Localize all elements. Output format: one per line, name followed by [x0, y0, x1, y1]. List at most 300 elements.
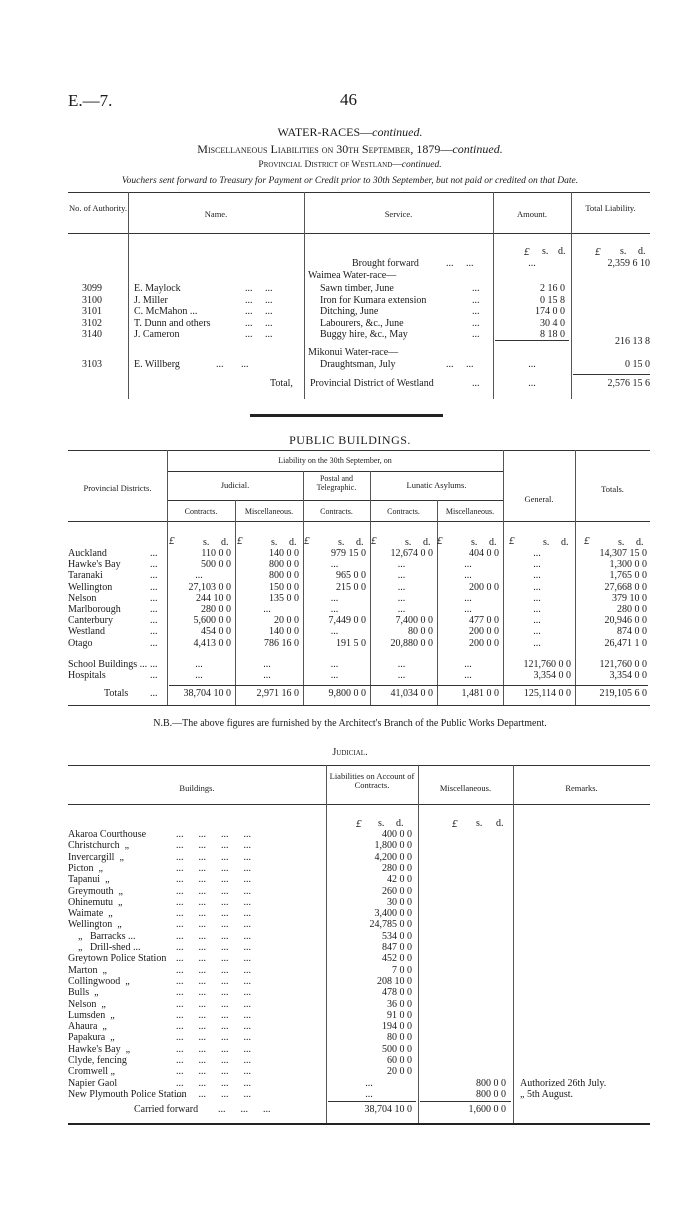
contract-liability: 20 0 0 — [387, 1066, 412, 1078]
unit-d: d. — [561, 537, 569, 548]
total-jc: 38,704 10 0 — [183, 688, 231, 699]
dots: ... ... ... ... — [176, 953, 251, 965]
district-name: Hospitals — [68, 670, 106, 682]
unit-s: s. — [476, 818, 483, 829]
dots: ... ... ... ... — [176, 1066, 251, 1078]
value-t: 26,471 1 0 — [604, 637, 647, 649]
value-jm: 140 0 0 — [269, 626, 299, 638]
value-g: ... — [533, 637, 541, 649]
building-name: Picton „ — [68, 862, 103, 874]
contract-liability: 42 0 0 — [387, 874, 412, 886]
contract-liability: 7 0 0 — [392, 964, 412, 976]
total-g: 125,114 0 0 — [523, 688, 571, 699]
value-jc: 280 0 0 — [201, 604, 231, 615]
value-g: ... — [533, 548, 541, 559]
value-t: 27,668 0 0 — [604, 581, 647, 593]
water-title: WATER-RACES—continued. — [277, 125, 423, 139]
value-pc: 965 0 0 — [336, 570, 366, 582]
unit-s: s. — [405, 537, 412, 548]
dots: ... ... ... ... — [176, 908, 251, 920]
district-name: Canterbury — [68, 615, 113, 627]
col-amount: Amount. — [517, 209, 547, 219]
value-lc: ... — [397, 659, 406, 670]
dots: ... — [472, 306, 480, 318]
public-title: PUBLIC BUILDINGS. — [289, 433, 411, 447]
dots: ... — [150, 604, 158, 615]
brought-forward-label: Brought forward — [352, 258, 419, 269]
col-districts: Provincial Districts. — [83, 483, 152, 493]
unit-pound: £ — [584, 535, 590, 547]
district-name: Auckland — [68, 548, 107, 559]
misc-liability: 800 0 0 — [476, 1077, 506, 1089]
total-liability: 0 15 0 — [625, 359, 650, 370]
value-g: ... — [533, 626, 541, 638]
value-lm: ... — [464, 604, 472, 615]
dots: ... ... ... ... — [176, 1032, 251, 1044]
dots: ... ... — [245, 306, 273, 318]
value-jm: ... — [263, 604, 271, 615]
value-t: 280 0 0 — [617, 604, 647, 615]
contract-liability: 452 0 0 — [382, 953, 412, 965]
col-judicial: Judicial. — [220, 480, 250, 490]
building-name: Hawke's Bay „ — [68, 1043, 131, 1055]
building-name: „ Drill-shed ... — [68, 942, 141, 953]
contract-liability: 208 10 0 — [377, 975, 412, 987]
total-label: Total, — [270, 378, 293, 389]
contract-liability: 36 0 0 — [387, 998, 412, 1010]
authority-no: 3103 — [82, 359, 102, 370]
carried-forward-misc: 1,600 0 0 — [468, 1104, 506, 1115]
dots: ... ... ... — [218, 1104, 271, 1115]
value-t: 1,300 0 0 — [609, 559, 647, 571]
col-totals: Totals. — [601, 484, 624, 494]
dots: ... ... — [245, 329, 273, 341]
col-misc: Miscellaneous. — [445, 507, 495, 516]
value-g: 121,760 0 0 — [523, 659, 571, 670]
district-name: School Buildings ... — [68, 659, 148, 670]
unit-d: d. — [496, 818, 504, 829]
service: Iron for Kumara extension — [320, 294, 427, 306]
building-name: Cromwell „ — [68, 1066, 115, 1078]
unit-s: s. — [203, 537, 210, 548]
col-service: Service. — [384, 209, 413, 219]
authority-no: 3099 — [82, 283, 102, 294]
district-name: Marlborough — [68, 604, 121, 615]
value-lc: ... — [397, 604, 406, 615]
value-jm: 786 16 0 — [264, 637, 299, 649]
dots: ... ... ... ... — [176, 964, 251, 976]
district-name: Nelson — [68, 592, 97, 604]
contract-liability: 500 0 0 — [382, 1043, 412, 1055]
value-jm: 135 0 0 — [269, 592, 299, 604]
section-divider — [250, 414, 443, 417]
unit-d: d. — [356, 537, 364, 548]
service: Draughtsman, July — [320, 359, 396, 370]
dots: ... — [150, 670, 158, 682]
dots: ... ... — [245, 283, 273, 294]
value-t: 1,765 0 0 — [609, 570, 647, 582]
value-lm: ... — [464, 592, 472, 604]
unit-s: s. — [378, 818, 385, 829]
contract-liability: 534 0 0 — [382, 930, 412, 942]
value-g: 3,354 0 0 — [533, 670, 571, 682]
dots: ... — [150, 615, 158, 627]
dots: ... — [150, 581, 158, 593]
value-pc: ... — [330, 604, 339, 615]
value-lc: 7,400 0 0 — [395, 615, 433, 627]
col-lunatic: Lunatic Asylums. — [406, 480, 467, 490]
dots: ... ... — [216, 359, 249, 370]
value-pc: ... — [330, 559, 339, 571]
building-name: Napier Gaol — [68, 1077, 118, 1089]
total-lc: 41,034 0 0 — [390, 688, 433, 699]
contract-liability: 91 0 0 — [387, 1009, 412, 1021]
dots: ... ... ... ... — [176, 1055, 251, 1066]
value-jm: ... — [263, 659, 271, 670]
dots: ... ... ... ... — [176, 930, 251, 942]
dots: ... — [150, 570, 158, 582]
authority-no: 3100 — [82, 294, 102, 306]
service: Labourers, &c., June — [320, 317, 404, 329]
building-name: Ahaura „ — [68, 1021, 107, 1033]
dots: ... ... ... ... — [176, 885, 251, 897]
amount: 2 16 0 — [540, 283, 565, 294]
value-g: ... — [533, 615, 541, 627]
dots: ... — [150, 637, 158, 649]
unit-pound: £ — [237, 535, 243, 547]
name: E. Willberg — [134, 359, 180, 370]
report-ref: E.—7. — [68, 91, 113, 110]
col-buildings: Buildings. — [179, 783, 215, 793]
value-lc: 12,674 0 0 — [390, 548, 433, 559]
col-misc: Miscellaneous. — [244, 507, 294, 516]
remark: „ 5th August. — [520, 1088, 574, 1100]
building-name: Ohinemutu „ — [68, 896, 123, 908]
section-waimea: Waimea Water-race— — [308, 270, 397, 281]
building-name: Papakura „ — [68, 1032, 115, 1044]
district-name: Otago — [68, 637, 93, 649]
dots: ... — [150, 559, 158, 571]
value-lc: ... — [397, 670, 406, 682]
unit-d: d. — [396, 818, 404, 829]
dots: ... ... ... ... — [176, 1009, 251, 1021]
dots: ... — [150, 659, 158, 670]
col-contracts: Contracts. — [387, 507, 420, 516]
unit-s: s. — [271, 537, 278, 548]
dots: ... ... ... ... — [176, 874, 251, 886]
total-t: 219,105 6 0 — [599, 688, 647, 699]
value-lc: 20,880 0 0 — [390, 637, 433, 649]
building-name: Bulls „ — [68, 987, 99, 999]
total-service: Provincial District of Westland — [310, 378, 434, 389]
contract-liability: 194 0 0 — [382, 1021, 412, 1033]
unit-pound: £ — [524, 246, 530, 258]
building-name: Marton „ — [68, 964, 107, 976]
total-jm: 2,971 16 0 — [256, 688, 299, 699]
name: J. Cameron — [134, 329, 180, 341]
water-district: Provincial District of Westland—continued. — [258, 160, 442, 170]
district-name: Wellington — [68, 581, 113, 593]
unit-pound: £ — [452, 818, 458, 830]
dots: ... ... ... ... — [176, 851, 251, 863]
value-jc: 454 0 0 — [201, 626, 231, 638]
amount: 174 0 0 — [535, 306, 565, 318]
unit-s: s. — [471, 537, 478, 548]
dots: ... ... — [446, 359, 474, 370]
service: Sawn timber, June — [320, 283, 394, 294]
contract-liability: 24,785 0 0 — [369, 919, 412, 931]
unit-d: d. — [289, 537, 297, 548]
unit-pound: £ — [595, 246, 601, 258]
unit-s: s. — [542, 246, 549, 257]
value-jc: 244 10 0 — [196, 592, 231, 604]
building-name: Clyde, fencing — [68, 1055, 127, 1066]
page-number: 46 — [340, 90, 357, 109]
liability-header: Liability on the 30th September, on — [278, 456, 392, 465]
name: J. Miller — [134, 294, 168, 306]
value-g: ... — [533, 604, 541, 615]
unit-pound: £ — [437, 535, 443, 547]
contract-liability: 280 0 0 — [382, 862, 412, 874]
dots: ... — [472, 294, 480, 306]
water-subtitle: Miscellaneous Liabilities on 30th September, 1879—continued. — [197, 142, 503, 156]
building-name: Invercargill „ — [68, 851, 124, 863]
value-pc: ... — [330, 670, 339, 682]
value-jm: 800 0 0 — [269, 559, 299, 571]
amount: 8 18 0 — [540, 329, 565, 341]
value-jc: 5,600 0 0 — [193, 615, 231, 627]
amount: 0 15 8 — [540, 294, 565, 306]
authority-no: 3101 — [82, 306, 102, 318]
contract-liability: 4,200 0 0 — [374, 851, 412, 863]
contract-liability: 1,800 0 0 — [374, 840, 412, 852]
value-jc: 4,413 0 0 — [193, 637, 231, 649]
value-t: 20,946 0 0 — [604, 615, 647, 627]
building-name: Christchurch „ — [68, 840, 130, 852]
building-name: Tapanui „ — [68, 874, 110, 886]
value-g: ... — [533, 559, 541, 571]
building-name: Greytown Police Station — [68, 953, 167, 965]
value-pc: ... — [330, 592, 339, 604]
unit-s: s. — [338, 537, 345, 548]
authority-no: 3140 — [82, 329, 102, 341]
contract-liability: ... — [365, 1088, 373, 1100]
value-t: 379 10 0 — [612, 592, 647, 604]
dots: ... — [472, 283, 480, 294]
contract-liability: 478 0 0 — [382, 987, 412, 999]
value-jm: ... — [263, 670, 271, 682]
value-pc: 191 5 0 — [336, 637, 366, 649]
dots: ... ... — [245, 317, 273, 329]
brought-forward-amount: ... — [528, 258, 536, 269]
contract-liability: ... — [365, 1077, 373, 1089]
amount: 30 4 0 — [540, 317, 565, 329]
carried-forward-label: Carried forward — [134, 1104, 199, 1115]
total-lm: 1,481 0 0 — [461, 688, 499, 699]
value-lm: 200 0 0 — [469, 581, 499, 593]
value-pc: ... — [330, 659, 339, 670]
value-pc: 979 15 0 — [331, 548, 366, 559]
value-t: 3,354 0 0 — [609, 670, 647, 682]
building-name: Waimate „ — [68, 908, 113, 920]
building-name: New Plymouth Police Station — [68, 1088, 187, 1100]
section-mikonui: Mikonui Water-race— — [308, 347, 399, 358]
unit-s: s. — [543, 537, 550, 548]
value-g: ... — [533, 570, 541, 582]
dots: ... — [150, 626, 158, 638]
value-pc: ... — [330, 626, 339, 638]
value-t: 874 0 0 — [617, 626, 647, 638]
building-name: Nelson „ — [68, 998, 106, 1010]
value-jm: 140 0 0 — [269, 548, 299, 559]
contract-liability: 60 0 0 — [387, 1055, 412, 1066]
value-lc: 80 0 0 — [408, 626, 433, 638]
dots: ... ... ... ... — [176, 998, 251, 1010]
value-lc: ... — [397, 570, 406, 582]
dots: ... ... ... ... — [176, 829, 251, 840]
value-jm: 150 0 0 — [269, 581, 299, 593]
value-lm: 477 0 0 — [469, 615, 499, 627]
contract-liability: 260 0 0 — [382, 885, 412, 897]
contract-liability: 847 0 0 — [382, 942, 412, 953]
building-name: Akaroa Courthouse — [68, 829, 147, 840]
contract-liability: 30 0 0 — [387, 896, 412, 908]
value-jc: 500 0 0 — [201, 559, 231, 571]
dots: ... ... ... ... — [176, 942, 251, 953]
value-g: ... — [533, 581, 541, 593]
unit-pound: £ — [169, 535, 175, 547]
col-authority: No. of Authority. — [68, 203, 127, 213]
value-jc: ... — [195, 670, 203, 682]
dots: ... — [472, 378, 480, 389]
value-pc: 215 0 0 — [336, 581, 366, 593]
dots: ... — [472, 317, 480, 329]
value-jm: 800 0 0 — [269, 570, 299, 582]
building-name: Collingwood „ — [68, 975, 130, 987]
unit-s: s. — [620, 246, 627, 257]
dots: ... ... ... ... — [176, 987, 251, 999]
contract-liability: 400 0 0 — [382, 829, 412, 840]
value-jm: 20 0 0 — [274, 615, 299, 627]
col-general: General. — [524, 494, 554, 504]
col-remarks: Remarks. — [565, 783, 598, 793]
col-total: Total Liability. — [585, 203, 636, 213]
value-lm: 404 0 0 — [469, 548, 499, 559]
col-contracts: Contracts. — [320, 507, 353, 516]
value-lm: 200 0 0 — [469, 637, 499, 649]
dots: ... — [150, 548, 158, 559]
unit-d: d. — [221, 537, 229, 548]
name: E. Maylock — [134, 283, 181, 294]
dots: ... ... ... ... — [176, 919, 251, 931]
district-name: Hawke's Bay — [68, 559, 121, 571]
value-g: ... — [533, 592, 541, 604]
col-contracts: Liabilities on Account of Contracts. — [329, 771, 415, 790]
unit-pound: £ — [371, 535, 377, 547]
unit-pound: £ — [509, 535, 515, 547]
building-name: Wellington „ — [68, 919, 122, 931]
building-name: Lumsden „ — [68, 1009, 115, 1021]
building-name: Greymouth „ — [68, 885, 123, 897]
contract-liability: 80 0 0 — [387, 1032, 412, 1044]
value-pc: 7,449 0 0 — [328, 615, 366, 627]
total-amount: ... — [528, 378, 536, 389]
dots: ... ... ... ... — [176, 1077, 251, 1089]
value-lm: ... — [464, 670, 472, 682]
col-postal: Postal and Telegraphic. — [316, 474, 357, 492]
value-lc: ... — [397, 581, 406, 593]
dots: ... — [150, 592, 158, 604]
totals-label: Totals — [104, 688, 129, 699]
dots: ... ... ... ... — [176, 1021, 251, 1033]
subtotal-waimea: 216 13 8 — [615, 336, 650, 347]
value-t: 121,760 0 0 — [599, 659, 647, 670]
district-name: Taranaki — [68, 570, 103, 582]
value-lm: ... — [464, 659, 472, 670]
unit-s: s. — [618, 537, 625, 548]
unit-d: d. — [638, 246, 646, 257]
col-contracts: Contracts. — [184, 507, 218, 516]
name: C. McMahon ... — [134, 306, 198, 318]
dots: ... ... ... ... — [176, 975, 251, 987]
value-lm: 200 0 0 — [469, 626, 499, 638]
unit-d: d. — [558, 246, 566, 257]
dots: ... ... — [245, 294, 273, 306]
district-name: Westland — [68, 626, 105, 638]
unit-pound: £ — [304, 535, 310, 547]
service: Buggy hire, &c., May — [320, 329, 408, 341]
amount: ... — [528, 359, 536, 370]
remark: Authorized 26th July. — [520, 1077, 607, 1089]
building-name: „ Barracks ... — [68, 930, 136, 942]
col-name: Name. — [204, 209, 228, 219]
unit-d: d. — [489, 537, 497, 548]
name: T. Dunn and others — [134, 317, 211, 329]
authority-no: 3102 — [82, 317, 102, 329]
dots: ... ... ... ... — [176, 862, 251, 874]
brought-forward-total: 2,359 6 10 — [607, 258, 650, 269]
value-jc: ... — [195, 570, 203, 582]
value-lm: ... — [464, 559, 472, 571]
dots: ... ... — [446, 258, 474, 269]
water-vouchers: Vouchers sent forward to Treasury for Payment or Credit prior to 30th September, but not paid or credited on that Date. — [121, 176, 579, 186]
dots: ... ... ... ... — [176, 840, 251, 852]
value-lm: ... — [464, 570, 472, 582]
value-lc: ... — [397, 592, 406, 604]
contract-liability: 3,400 0 0 — [374, 908, 412, 920]
carried-forward-contracts: 38,704 10 0 — [364, 1104, 412, 1115]
misc-liability: 800 0 0 — [476, 1088, 506, 1100]
public-note: N.B.—The above figures are furnished by the Architect's Branch of the Public Works Department. — [153, 718, 547, 729]
unit-pound: £ — [356, 818, 362, 830]
grand-total: 2,576 15 6 — [607, 378, 650, 389]
dots: ... ... ... ... — [176, 1043, 251, 1055]
col-misc: Miscellaneous. — [439, 783, 492, 793]
value-lc: ... — [397, 559, 406, 571]
value-jc: 110 0 0 — [201, 548, 231, 559]
dots: ... — [472, 329, 480, 341]
value-jc: ... — [195, 659, 203, 670]
value-jc: 27,103 0 0 — [188, 581, 231, 593]
judicial-title: Judicial. — [332, 747, 368, 758]
dots: ... ... ... ... — [176, 1088, 251, 1100]
unit-d: d. — [423, 537, 431, 548]
service: Ditching, June — [320, 306, 379, 318]
value-t: 14,307 15 0 — [599, 548, 647, 559]
unit-d: d. — [636, 537, 644, 548]
dots: ... — [150, 688, 158, 699]
dots: ... ... ... ... — [176, 896, 251, 908]
